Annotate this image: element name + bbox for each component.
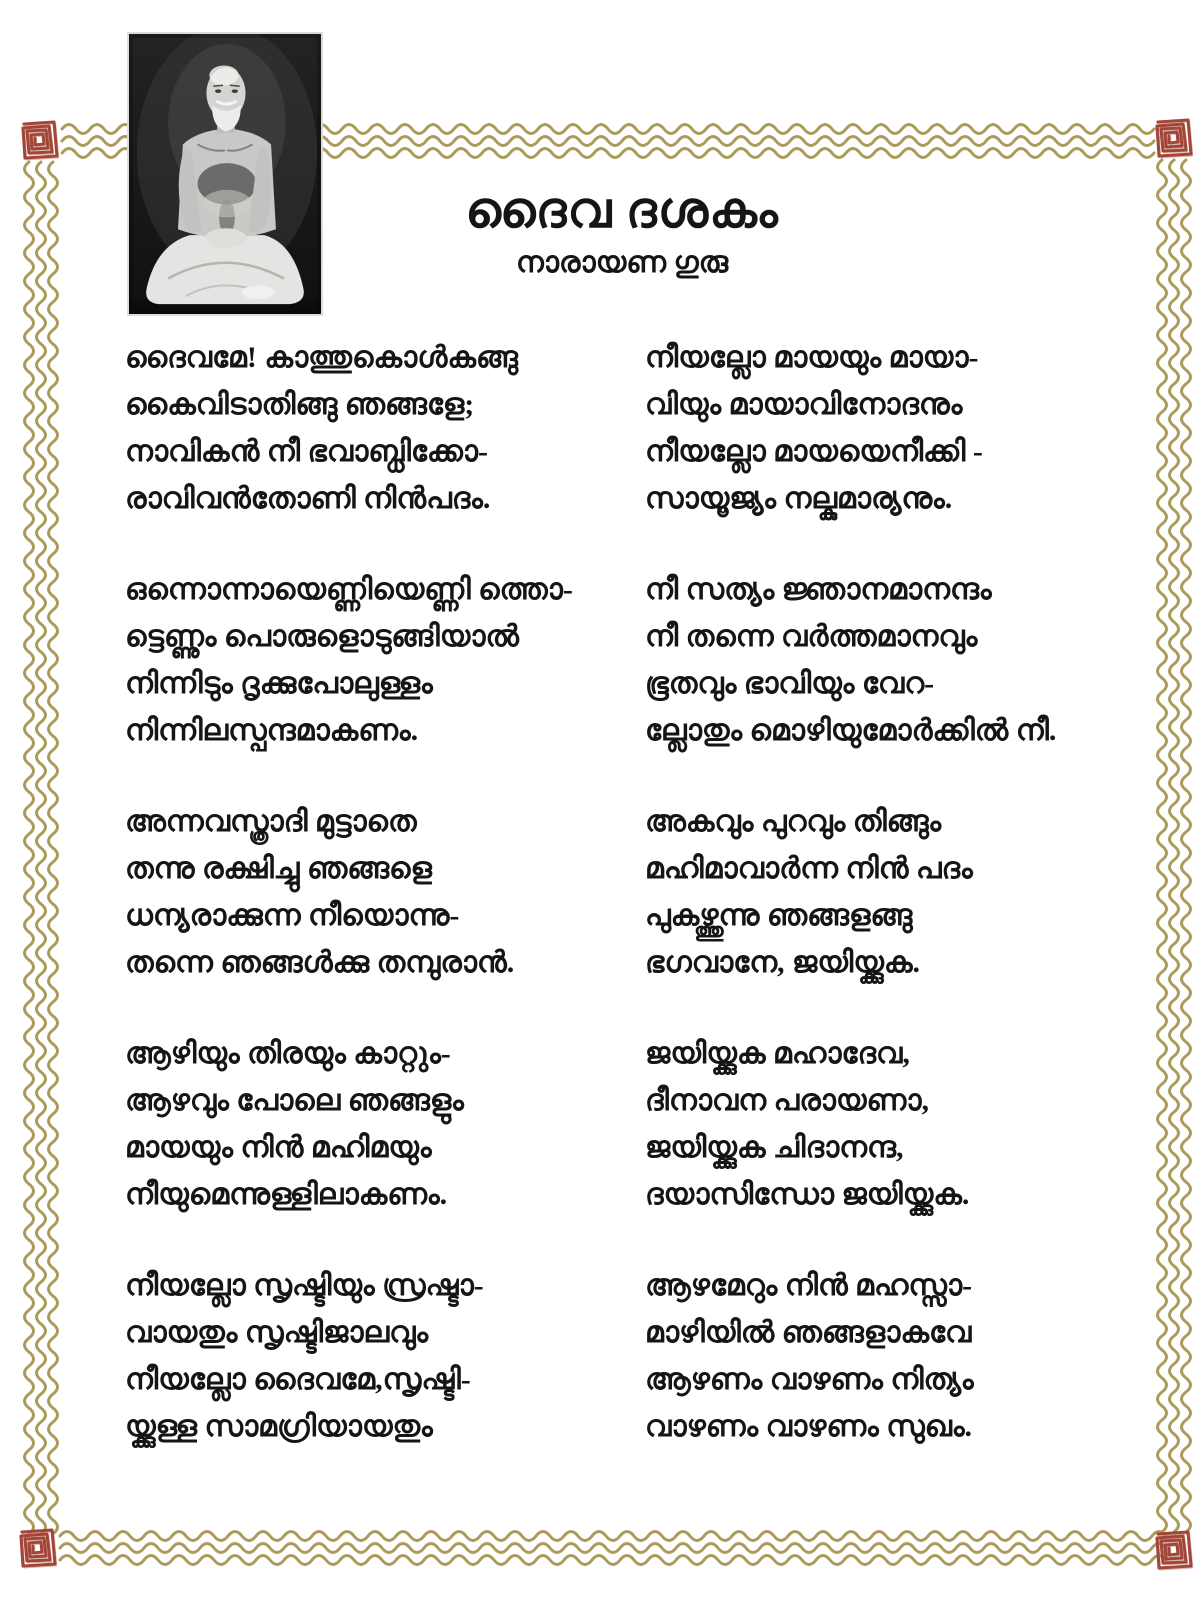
- verse-line: ആഴമേറും നിൻ മഹസ്സാ-: [645, 1269, 973, 1302]
- stanza-2: [125, 566, 630, 754]
- verse-line: രാവിവൻതോണി നിൻപദം.: [125, 482, 491, 515]
- verse-line: സായൂജ്യം നല്കുമാര്യനും.: [645, 482, 953, 515]
- verse-line: നീ സത്യം ജ്ഞാനമാനന്ദം: [645, 573, 992, 606]
- verse-line: മഹിമാവാർന്ന നിൻ പദം: [645, 852, 973, 885]
- verse-line: തന്നു രക്ഷിച്ചു ഞങ്ങളെ: [125, 852, 432, 885]
- verse-line: നിന്നിടും ദൃക്കുപോലുള്ളം: [125, 667, 433, 700]
- stanza-9: [645, 1030, 1150, 1218]
- verse-line: നിന്നിലസ്പന്ദമാകണം.: [125, 714, 419, 747]
- verse-line: ല്ലോതും മൊഴിയുമോർക്കിൽ നീ.: [645, 714, 1057, 747]
- verse-line: പുകഴ്ത്തുന്നു ഞങ്ങളങ്ങു: [645, 899, 913, 932]
- verse-line: ഭഗവാനേ, ജയിയ്ക്കുക.: [645, 946, 921, 979]
- verse-line: നീ തന്നെ വർത്തമാനവും: [645, 620, 978, 653]
- stanza-10: [645, 1262, 1150, 1450]
- verse-line: നീയല്ലോ ദൈവമേ,സൃഷ്ടി-: [125, 1363, 471, 1396]
- verse-line: വായതും സൃഷ്ടിജാലവും: [125, 1316, 429, 1349]
- verse-line: നീയല്ലോ മായയും മായാ-: [645, 341, 979, 374]
- verse-line: അന്നവസ്ത്രാദി മുട്ടാതെ: [125, 805, 417, 838]
- verse-line: നീയല്ലോ മായയെനീക്കി -: [645, 435, 983, 468]
- verse-line: ജയിയ്ക്കുക മഹാദേവ,: [645, 1037, 910, 1070]
- border-wave-left: [20, 162, 60, 1526]
- verse-line: വിയും മായാവിനോദനും: [645, 388, 963, 421]
- verse-line: ഭൂതവും ഭാവിയും വേറ-: [645, 667, 935, 700]
- verse-line: മാഴിയിൽ ഞങ്ങളാകവേ: [645, 1316, 972, 1349]
- verse-column-right: [645, 334, 1150, 1494]
- verse-line: മായയും നിൻ മഹിമയും: [125, 1131, 432, 1164]
- border-wave-right: [1153, 160, 1193, 1526]
- verse-line: ദൈവമേ! കാത്തുകൊൾകങ്ങു: [125, 341, 518, 374]
- page-subtitle: നാരായണ ഗുരു: [515, 245, 729, 279]
- verse-line: തന്നെ ഞങ്ങൾക്കു തമ്പുരാൻ.: [125, 946, 515, 979]
- verse-line: നീയുമെന്നുള്ളിലാകണം.: [125, 1178, 448, 1211]
- square-spiral-icon-top-left: [16, 116, 62, 162]
- verse-line: ഒന്നൊന്നായെണ്ണിയെണ്ണി ത്തൊ-: [125, 573, 573, 606]
- verse-line: ആഴിയും തിരയും കാറ്റും-: [125, 1037, 451, 1070]
- title-block: [322, 182, 922, 280]
- verse-line: അകവും പുറവും തിങ്ങും: [645, 805, 942, 838]
- border-wave-bottom: [60, 1527, 1154, 1567]
- verse-line: ദീനാവന പരായണാ,: [645, 1084, 929, 1117]
- page-title: ദൈവ ദശകം: [465, 182, 779, 238]
- verse-line: ട്ടെണ്ണും പൊരുളൊടുങ്ങിയാൽ: [125, 620, 519, 653]
- stanza-1: [125, 334, 630, 522]
- stanza-6: [645, 334, 1150, 522]
- stanza-3: [125, 798, 630, 986]
- verse-line: വാഴണം വാഴണം സുഖം.: [645, 1410, 973, 1443]
- verse-line: ദയാസിന്ധോ ജയിയ്ക്കുക.: [645, 1178, 970, 1211]
- verse-line: നാവികൻ നീ ഭവാബ്ധിക്കോ-: [125, 435, 488, 468]
- verse-line: ജയിയ്ക്കുക ചിദാനന്ദ,: [645, 1131, 904, 1164]
- stanza-8: [645, 798, 1150, 986]
- verse-line: ധന്യരാക്കുന്ന നീയൊന്നു-: [125, 899, 460, 932]
- square-spiral-icon-bottom-left: [14, 1524, 60, 1570]
- square-spiral-icon-bottom-right: [1150, 1526, 1196, 1572]
- verse-line: നീയല്ലോ സൃഷ്ടിയും സ്രഷ്ടാ-: [125, 1269, 484, 1302]
- verse-line: ആഴണം വാഴണം നിത്യം: [645, 1363, 974, 1396]
- stanza-7: [645, 566, 1150, 754]
- guru-portrait-illustration: [129, 34, 321, 314]
- stanza-4: [125, 1030, 630, 1218]
- square-spiral-icon-top-right: [1150, 114, 1196, 160]
- verse-line: ആഴവും പോലെ ഞങ്ങളും: [125, 1084, 464, 1117]
- stanza-5: [125, 1262, 630, 1450]
- guru-portrait-photo: [127, 32, 323, 316]
- verse-line: കൈവിടാതിങ്ങു ഞങ്ങളേ;: [125, 388, 475, 421]
- verse-column-left: [125, 334, 630, 1494]
- verse-line: യ്ക്കുള്ള സാമഗ്രിയായതും: [125, 1410, 433, 1443]
